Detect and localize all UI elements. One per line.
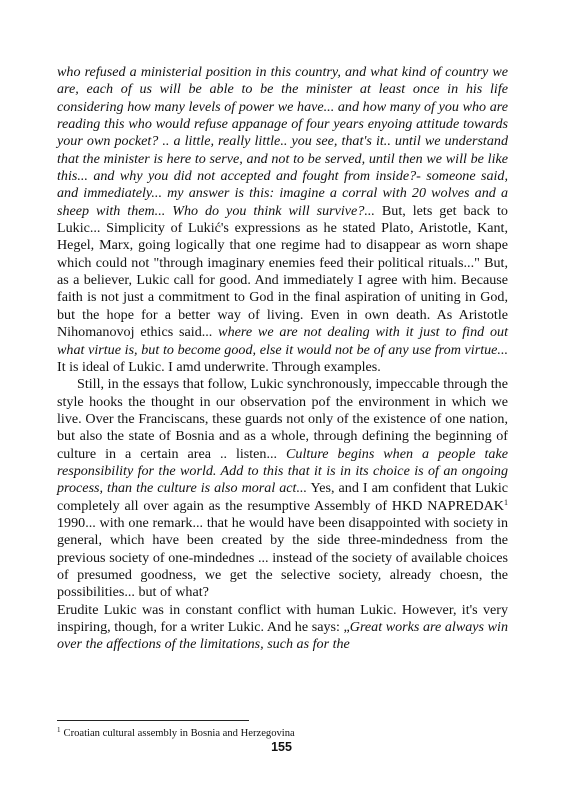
paragraph	[57, 376, 508, 601]
paragraph	[57, 64, 508, 376]
text-run: Yes, and I am confident that Lukic completely all over again as the resumptive Assembly of HKD NAPREDAK	[57, 480, 508, 514]
footnote-marker: 1	[57, 726, 61, 734]
italic-text: where we are not dealing with it just to find out what virtue is, but to become good, else it would not be of any use from virtue...	[57, 324, 509, 358]
paragraph	[57, 602, 508, 654]
text-run: 1990... with one remark... that he would have been disappointed with society in general, which have been created by the side three-mindedness from the previous society of one-mindednes ... instead of the society of available choices of presumed goodness, we get the selective society, already choesn, the possibilities... but of what?	[57, 514, 508, 601]
text-run: It is ideal of Lukic. I amd underwrite. Through examples.	[57, 358, 381, 375]
italic-text: Culture begins when a people take responsibility for the world. Add to this that it is in its choice is of an ongoing process, than the culture is also moral act...	[57, 445, 508, 497]
footnote-reference: 1	[504, 497, 508, 507]
footnote-separator	[57, 720, 249, 721]
text-run: Erudite Lukic was in constant conflict with human Lukic. However, it's very inspiring, though, for a writer Lukic. And he says: „	[57, 601, 508, 635]
body-text	[57, 64, 508, 654]
italic-text: who refused a ministerial position in this country, and what kind of country we are, each of us will be able to be the minister at least once in his life considering how many levels of power we have... and how many of you who are reading this who would refuse appanage of four years enyoing attitude towards your own pocket? .. a little, really little.. you see, that's it.. until we understand that the minister is here to serve, and not to be served, until then we will be like this... and why you did not accepted and fought from inside?- someone said, and immediately... my answer is this: imagine a corral with 20 wolves and a sheep with them... Who do you think will survive?...	[57, 64, 508, 219]
text-run: But, lets get back to Lukic... Simplicity of Lukić's expressions as he stated Plato, Aristotle, Kant, Hegel, Marx, going logically that one regime had to disappear as worn shape which could not "through imaginary enemies feed their political rituals..." But, as a believer, Lukic call for good. And immediately I agree with him. Because faith is not just a commitment to God in the final aspiration of uniting in God, but the hope for a better way of living. Even in own death. As Aristotle Nihomanovoj ethics said...	[57, 202, 508, 341]
page-number: 155	[271, 740, 292, 754]
footnote-text: Croatian cultural assembly in Bosnia and Herzegovina	[63, 728, 295, 739]
italic-text: Great works are always win over the affections of the limitations, such as for the	[57, 619, 509, 653]
footnote	[57, 727, 508, 740]
text-run: Still, in the essays that follow, Lukic synchronously, impeccable through the style hooks the thought in our observation pof the environment in which we live. Over the Franciscans, these guards not only of the existence of one nation, but also the state of Bosnia and as a whole, through defining the beginning of culture in a certain area .. listen...	[57, 376, 508, 462]
